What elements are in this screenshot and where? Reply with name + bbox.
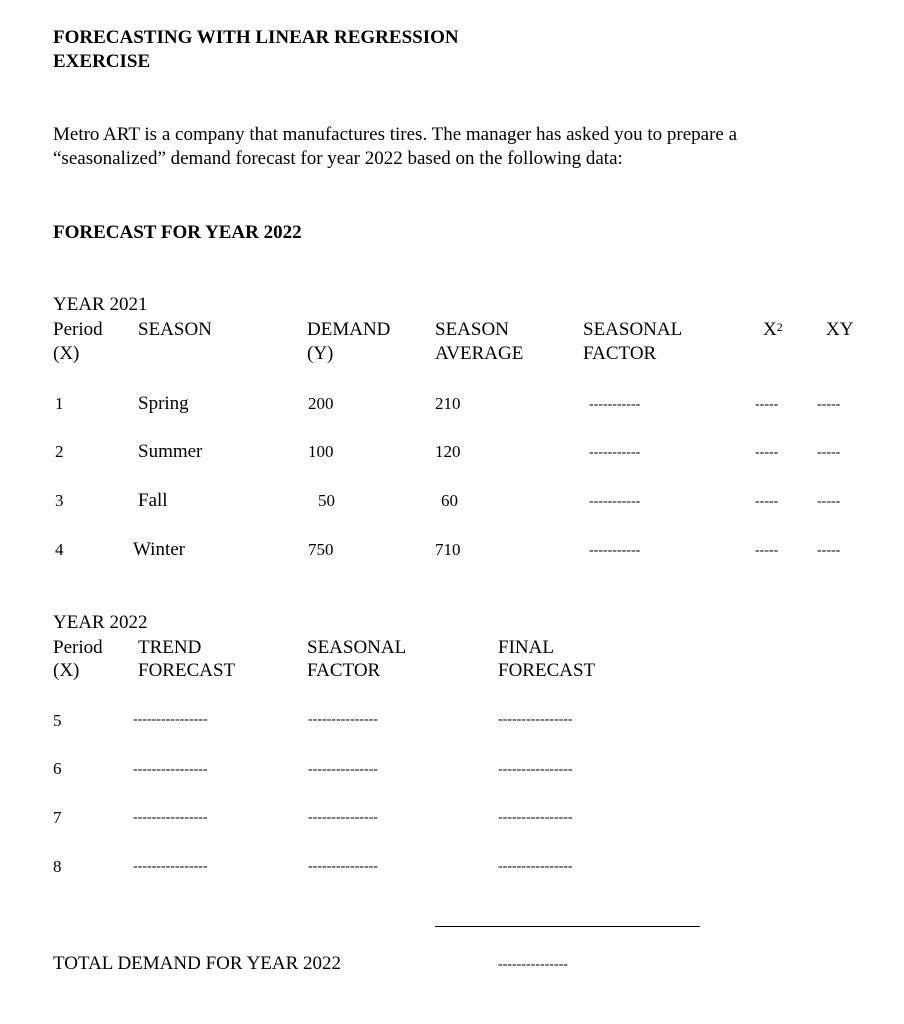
row-seasonal-factor-blank: ----------- <box>589 397 641 412</box>
header-final: FINAL <box>498 637 554 658</box>
header-season: SEASON <box>138 319 212 340</box>
row-period: 1 <box>55 394 64 413</box>
row-demand: 750 <box>308 540 334 559</box>
row-x2-blank: ----- <box>755 543 779 558</box>
title-line-2: EXERCISE <box>53 51 151 72</box>
row-xy-blank: ----- <box>817 494 841 509</box>
row-period: 5 <box>53 711 62 730</box>
sum-rule-line <box>435 926 700 927</box>
total-demand-label: TOTAL DEMAND FOR YEAR 2022 <box>53 953 342 974</box>
row-season-average: 210 <box>435 394 461 413</box>
row-trend-blank: ---------------- <box>133 859 208 874</box>
row-seasonal-blank: --------------- <box>308 859 378 874</box>
row-x2-blank: ----- <box>755 445 779 460</box>
row-final-blank: ---------------- <box>498 762 573 777</box>
header-seasonal-2022: SEASONAL <box>307 637 407 658</box>
header-season-average: SEASON <box>435 319 509 340</box>
year-2022-label: YEAR 2022 <box>53 612 148 633</box>
row-period: 4 <box>55 540 64 559</box>
header-period: Period <box>53 319 103 340</box>
year-2021-label: YEAR 2021 <box>53 294 148 315</box>
header-trend: TREND <box>138 637 202 658</box>
header-seasonal-factor-2: FACTOR <box>583 343 657 364</box>
row-period: 3 <box>55 491 64 510</box>
title-line-1: FORECASTING WITH LINEAR REGRESSION <box>53 27 459 48</box>
row-season: Spring <box>138 393 189 414</box>
row-demand: 200 <box>308 394 334 413</box>
row-demand: 100 <box>308 442 334 461</box>
row-trend-blank: ---------------- <box>133 712 208 727</box>
row-season: Summer <box>138 441 203 462</box>
row-trend-blank: ---------------- <box>133 810 208 825</box>
row-xy-blank: ----- <box>817 543 841 558</box>
row-season-average: 60 <box>441 491 458 510</box>
header-seasonal-factor-2022: FACTOR <box>307 660 381 681</box>
header-period-2022: Period <box>53 637 103 658</box>
row-seasonal-factor-blank: ----------- <box>589 543 641 558</box>
row-season: Winter <box>133 539 185 560</box>
header-xy: XY <box>826 319 854 340</box>
header-trend-forecast: FORECAST <box>138 660 236 681</box>
row-final-blank: ---------------- <box>498 859 573 874</box>
row-period: 6 <box>53 759 62 778</box>
row-final-blank: ---------------- <box>498 712 573 727</box>
header-period-x-2022: (X) <box>53 660 80 681</box>
row-seasonal-blank: --------------- <box>308 712 378 727</box>
header-x-squared: $X^2$ <box>763 319 783 340</box>
header-season-average-2: AVERAGE <box>435 343 524 364</box>
row-xy-blank: ----- <box>817 397 841 412</box>
header-seasonal-factor: SEASONAL <box>583 319 683 340</box>
header-period-x: (X) <box>53 343 80 364</box>
row-trend-blank: ---------------- <box>133 762 208 777</box>
row-period: 7 <box>53 808 62 827</box>
row-demand: 50 <box>318 491 335 510</box>
header-demand-y: (Y) <box>307 343 334 364</box>
row-x2-blank: ----- <box>755 494 779 509</box>
row-period: 8 <box>53 857 62 876</box>
intro-line-2: “seasonalized” demand forecast for year 2022 based on the following data: <box>53 148 623 169</box>
total-demand-blank: --------------- <box>498 957 568 972</box>
section-heading: FORECAST FOR YEAR 2022 <box>53 222 302 243</box>
row-seasonal-factor-blank: ----------- <box>589 445 641 460</box>
row-final-blank: ---------------- <box>498 810 573 825</box>
row-seasonal-blank: --------------- <box>308 810 378 825</box>
header-demand: DEMAND <box>307 319 391 340</box>
intro-line-1: Metro ART is a company that manufactures tires. The manager has asked you to prepare a <box>53 124 738 145</box>
row-xy-blank: ----- <box>817 445 841 460</box>
row-x2-blank: ----- <box>755 397 779 412</box>
row-seasonal-blank: --------------- <box>308 762 378 777</box>
header-final-forecast: FORECAST <box>498 660 596 681</box>
row-season-average: 710 <box>435 540 461 559</box>
row-seasonal-factor-blank: ----------- <box>589 494 641 509</box>
row-season-average: 120 <box>435 442 461 461</box>
row-period: 2 <box>55 442 64 461</box>
row-season: Fall <box>138 490 168 511</box>
